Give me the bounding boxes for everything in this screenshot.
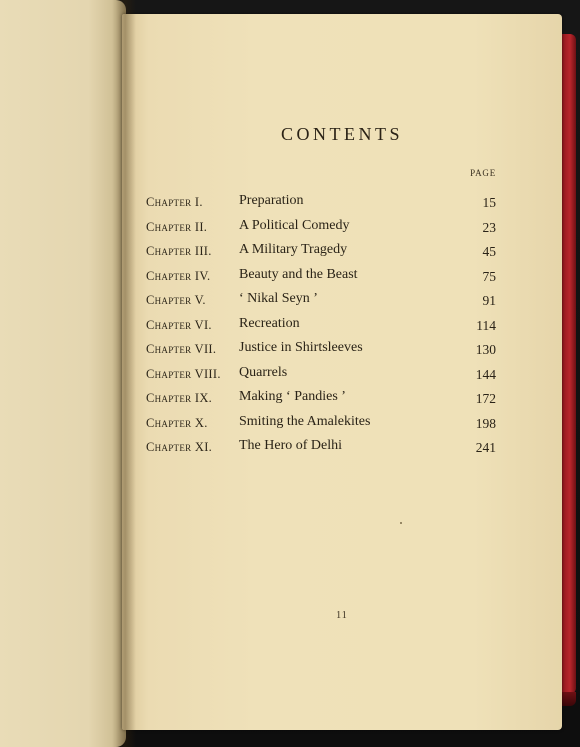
chapter-page-number: 241 [475, 440, 496, 455]
chapter-label: Chapter X. [146, 415, 208, 430]
toc-row [122, 412, 562, 434]
chapter-page-number: 91 [482, 293, 496, 308]
left-facing-page [0, 0, 126, 747]
chapter-label: Chapter VII. [146, 342, 217, 356]
chapter-label: Chapter I. [146, 195, 203, 209]
chapter-page-number: 144 [475, 366, 496, 382]
chapter-title: The Hero of Delhi [239, 438, 343, 453]
chapter-page-number: 23 [482, 219, 496, 235]
toc-row [122, 314, 562, 336]
chapter-label: Chapter VI. [146, 317, 212, 332]
contents-heading: CONTENTS [281, 124, 403, 144]
chapter-label: Chapter IV. [146, 268, 211, 283]
chapter-title: Recreation [239, 315, 300, 331]
toc-row [122, 216, 562, 238]
chapter-page-number: 130 [475, 342, 496, 357]
toc-row [122, 338, 562, 360]
folio-page-number: 11 [336, 610, 348, 621]
chapter-page-number: 114 [476, 317, 496, 333]
toc-row [122, 191, 562, 213]
chapter-page-number: 15 [482, 195, 496, 210]
toc-row [122, 240, 562, 262]
chapter-title: A Military Tragedy [239, 242, 348, 257]
toc-row [122, 436, 562, 458]
toc-row [122, 387, 562, 409]
chapter-label: Chapter XI. [146, 440, 213, 454]
chapter-title: Justice in Shirtsleeves [239, 340, 363, 355]
chapter-title: Beauty and the Beast [239, 266, 358, 282]
chapter-title: Making ‘ Pandies ’ [239, 389, 346, 404]
chapter-label: Chapter III. [146, 244, 212, 258]
contents-page [122, 14, 562, 730]
gutter-shadow [112, 0, 136, 747]
page-content [122, 14, 562, 730]
chapter-page-number: 75 [482, 268, 496, 284]
chapter-title: ‘ Nikal Seyn ’ [239, 291, 318, 306]
toc-row [122, 363, 562, 385]
table-of-contents [122, 178, 562, 455]
chapter-page-number: 45 [482, 244, 496, 259]
paper-speck [400, 522, 402, 524]
chapter-title: Preparation [239, 193, 304, 208]
toc-row [122, 265, 562, 287]
chapter-title: Quarrels [239, 364, 288, 380]
chapter-page-number: 198 [475, 415, 496, 431]
chapter-label: Chapter VIII. [146, 366, 221, 381]
chapter-page-number: 172 [475, 391, 496, 406]
page-column-label: PAGE [470, 168, 496, 178]
toc-row [122, 289, 562, 311]
chapter-label: Chapter II. [146, 219, 208, 234]
chapter-title: Smiting the Amalekites [239, 413, 371, 429]
chapter-label: Chapter V. [146, 293, 206, 307]
chapter-title: A Political Comedy [239, 217, 350, 233]
chapter-label: Chapter IX. [146, 391, 213, 405]
